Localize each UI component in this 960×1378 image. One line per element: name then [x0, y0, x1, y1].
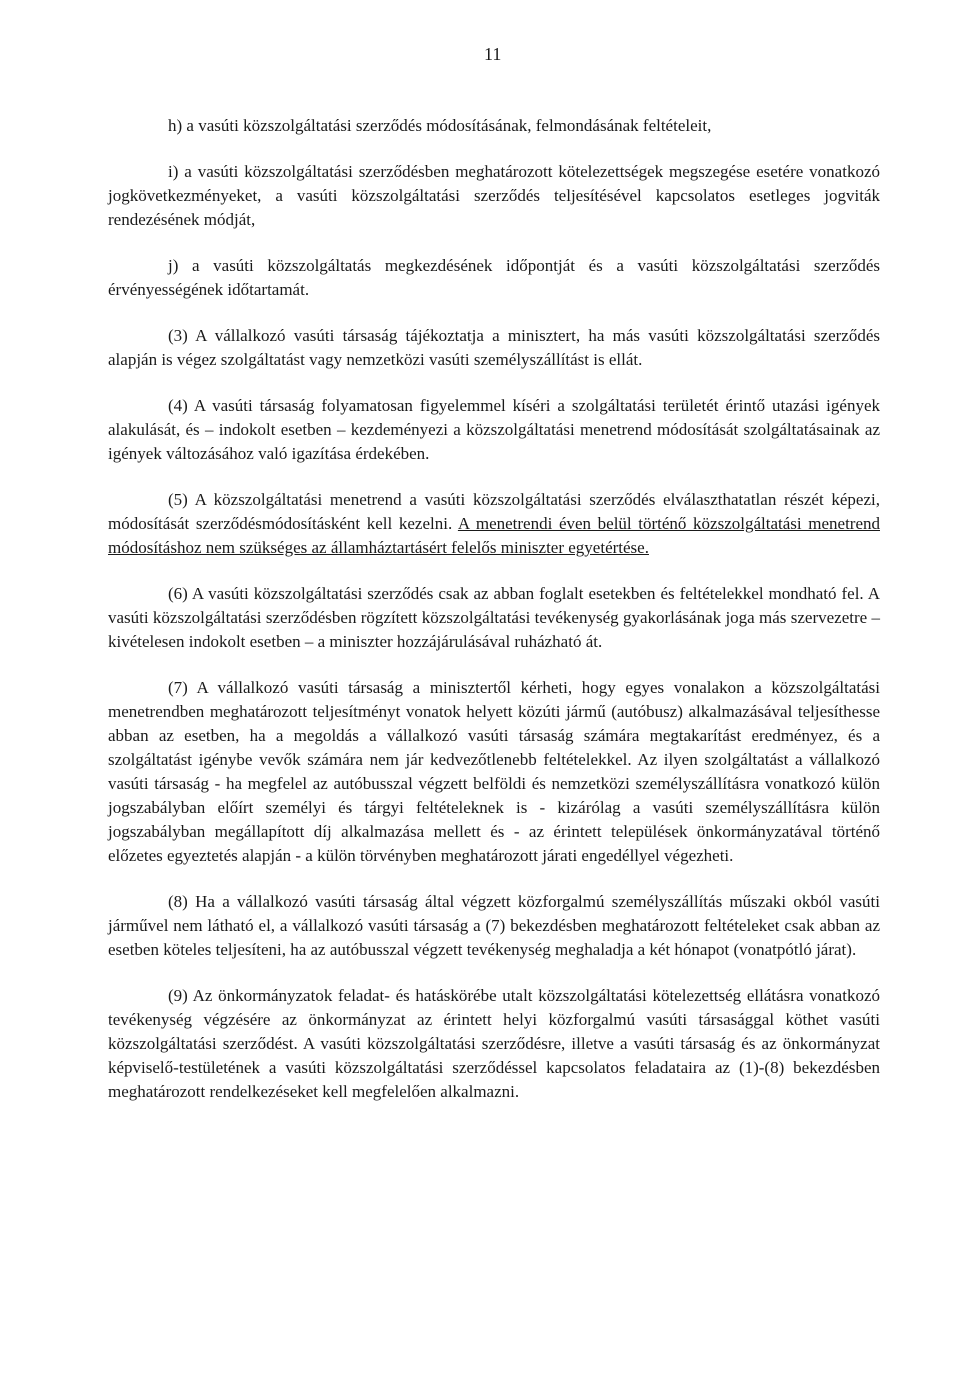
document-body — [108, 114, 880, 1126]
page-number: 11 — [484, 44, 502, 64]
paragraph-8: (8) Ha a vállalkozó vasúti társaság által végzett közforgalmú személyszállítás műszaki okból vasúti járművel nem látható el, a vállalkozó vasúti társaság a (7) bekezdésben meghatározott feltételeket csak abban az esetben köteles teljesíteni, ha az autóbusszal végzett tevékenység meghaladja a két hónapot (vonatpótló járat). — [108, 892, 880, 959]
paragraph-5 — [108, 488, 880, 560]
paragraph-7: (7) A vállalkozó vasúti társaság a minisztertől kérheti, hogy egyes vonalakon a közszolgáltatási menetrendben meghatározott teljesítményt vonatok helyett közúti jármű (autóbusz) alkalmazásával teljesíthesse abban az esetben, ha a megoldás a vállalkozó vasúti társaság számára megtakarítást eredményez, és a szolgáltatást igénybe vevők számára nem jár kedvezőtlenebb feltételekkel. Az ilyen szolgáltatást a vállalkozó vasúti társaság - ha megfelel az autóbusszal végzett belföldi és nemzetközi személyszállításra vonatkozó külön jogszabályban előírt személyi és tárgyi feltételeknek is - kizárólag a vasúti személyszállításra külön jogszabályban megállapított díj alkalmazása mellett és - az érintett települések önkormányzatával történő előzetes egyeztetés alapján - a külön törvényben meghatározott járati engedéllyel végezheti. — [108, 678, 880, 865]
paragraph-4: (4) A vasúti társaság folyamatosan figyelemmel kíséri a szolgáltatási területét érintő utazási igények alakulását, és – indokolt esetben – kezdeményezi a közszolgáltatási menetrend módosítását szolgáltatásainak az igények változásához való igazítása érdekében. — [108, 396, 880, 463]
paragraph-j: j) a vasúti közszolgáltatás megkezdésének időpontját és a vasúti közszolgáltatási szerződés érvényességének időtartamát. — [108, 256, 880, 299]
paragraph-h: h) a vasúti közszolgáltatási szerződés módosításának, felmondásának feltételeit, — [168, 116, 712, 135]
paragraph-3: (3) A vállalkozó vasúti társaság tájékoztatja a minisztert, ha más vasúti közszolgáltatási szerződés alapján is végez szolgáltatást vagy nemzetközi vasúti személyszállítást is ellát. — [108, 326, 880, 369]
paragraph-5-text: (5) A közszolgáltatási menetrend a vasúti közszolgáltatási szerződés elválaszthatatlan részét képezi, módosítását szerződésmódosításként kell kezelni. — [108, 490, 880, 533]
paragraph-5-underlined-text: A menetrendi éven belül történő közszolgáltatási menetrend módosításhoz nem szükséges az államháztartásért felelős miniszter egyetértése. — [108, 514, 880, 557]
paragraph-9: (9) Az önkormányzatok feladat- és hatáskörébe utalt közszolgáltatási kötelezettség ellátásra vonatkozó tevékenység végzésére az önkormányzat az érintett helyi közforgalmú vasúti társasággal köthet vasúti közszolgáltatási szerződést. A vasúti közszolgáltatási szerződésre, illetve a vasúti társaság és az önkormányzat képviselő-testületének a vasúti közszolgáltatási szerződéssel kapcsolatos feladataira az (1)-(8) bekezdésben meghatározott rendelkezéseket kell megfelelően alkalmazni. — [108, 986, 880, 1101]
paragraph-i: i) a vasúti közszolgáltatási szerződésben meghatározott kötelezettségek megszegése esetére vonatkozó jogkövetkezményeket, a vasúti közszolgáltatási szerződés teljesítésével kapcsolatos esetleges jogviták rendezésének módját, — [108, 162, 880, 229]
paragraph-6: (6) A vasúti közszolgáltatási szerződés csak az abban foglalt esetekben és feltételekkel mondható fel. A vasúti közszolgáltatási szerződésben rögzített közszolgáltatási tevékenység gyakorlásának joga más szervezetre – kivételesen indokolt esetben – a miniszter hozzájárulásával ruházható át. — [108, 584, 880, 651]
